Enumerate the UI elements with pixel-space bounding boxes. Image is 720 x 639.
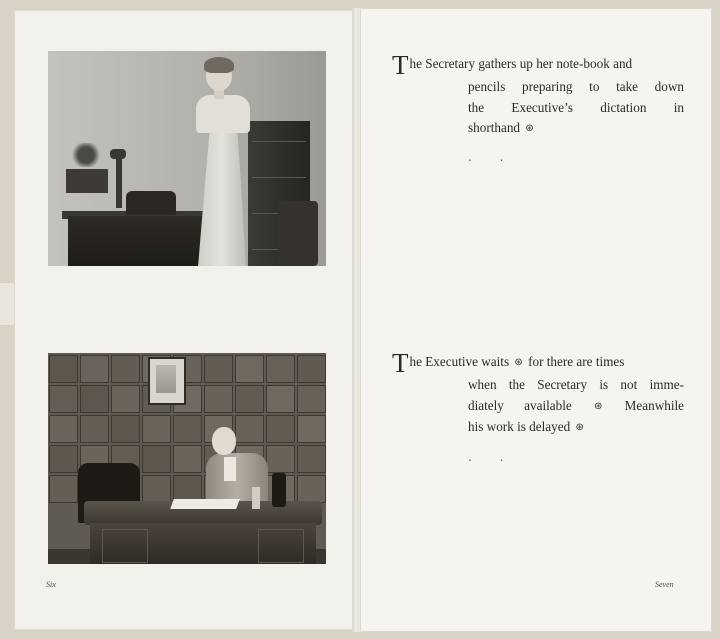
paragraph-executive xyxy=(392,348,684,439)
wood-panel xyxy=(266,385,295,413)
text-line xyxy=(392,417,684,439)
first-line-text-a: he Executive waits xyxy=(409,354,510,369)
wood-panel xyxy=(297,445,326,473)
wood-panel xyxy=(297,355,326,383)
wood-panel xyxy=(111,415,140,443)
text-segment: diately available xyxy=(468,397,572,413)
trailing-dots: . . xyxy=(468,150,516,164)
last-line-text: shorthand xyxy=(468,120,521,135)
wood-panel xyxy=(49,355,78,383)
wood-panel xyxy=(204,355,233,383)
wood-panel xyxy=(173,445,202,473)
page-number-left: Six xyxy=(46,580,56,589)
paragraph-first-line xyxy=(392,348,684,378)
wood-panel xyxy=(142,445,171,473)
executive-head xyxy=(212,427,236,455)
text-line: the Executive’s dictation in xyxy=(468,99,684,115)
page-number-right: Seven xyxy=(655,580,674,589)
executive-photo xyxy=(48,353,326,564)
typewriter xyxy=(126,191,176,215)
framed-picture xyxy=(148,357,186,405)
wood-panel xyxy=(235,355,264,383)
wood-panel xyxy=(49,475,78,503)
secretary-torso xyxy=(196,95,250,133)
ornament-icon: ⊛ xyxy=(514,357,523,368)
wood-panel xyxy=(235,385,264,413)
last-line-text: his work is delayed xyxy=(468,419,571,434)
office-chair xyxy=(278,201,318,266)
desk xyxy=(68,216,208,266)
wood-panel xyxy=(49,385,78,413)
wood-panel xyxy=(142,475,171,503)
ornament-icon: ⊛ xyxy=(525,123,534,134)
wood-panel xyxy=(80,385,109,413)
trailing-dots: . . xyxy=(468,450,516,464)
desk-panel xyxy=(102,529,148,563)
planter xyxy=(66,169,108,193)
wood-panel xyxy=(111,385,140,413)
ornament-icon: ⊛ xyxy=(575,422,584,433)
executive-shirt xyxy=(224,457,236,481)
text-line xyxy=(392,396,684,418)
wood-panel xyxy=(266,415,295,443)
telephone-icon xyxy=(272,473,286,507)
text-line: when the Secretary is not imme- xyxy=(468,377,684,392)
ornament-icon: ⊛ xyxy=(594,400,603,412)
text-line: pencils preparing to take down xyxy=(468,79,684,94)
telephone-stand xyxy=(116,153,122,208)
text-segment: Meanwhile xyxy=(624,397,684,413)
papers xyxy=(170,499,240,509)
paragraph-first-line xyxy=(392,50,684,80)
wood-panel xyxy=(173,415,202,443)
glass xyxy=(252,487,260,509)
wood-panel xyxy=(142,415,171,443)
secretary-photo xyxy=(48,51,326,266)
wood-panel xyxy=(266,355,295,383)
dropcap: T xyxy=(392,50,409,80)
wood-panel xyxy=(80,355,109,383)
dropcap: T xyxy=(392,348,409,378)
wood-panel xyxy=(49,415,78,443)
desk-panel xyxy=(258,529,304,563)
wood-panel xyxy=(49,445,78,473)
wood-panel xyxy=(297,415,326,443)
wood-panel xyxy=(266,445,295,473)
plant xyxy=(70,143,102,167)
paragraph-secretary xyxy=(392,50,684,140)
wood-panel xyxy=(80,415,109,443)
text-line xyxy=(392,118,684,140)
first-line-text-b: for there are times xyxy=(528,354,625,369)
wood-panel xyxy=(111,355,140,383)
wood-panel xyxy=(297,475,326,503)
secretary-hair xyxy=(204,57,234,73)
wood-panel xyxy=(235,415,264,443)
wood-panel xyxy=(297,385,326,413)
wood-panel xyxy=(204,385,233,413)
first-line-text: he Secretary gathers up her note-book and xyxy=(409,56,633,71)
